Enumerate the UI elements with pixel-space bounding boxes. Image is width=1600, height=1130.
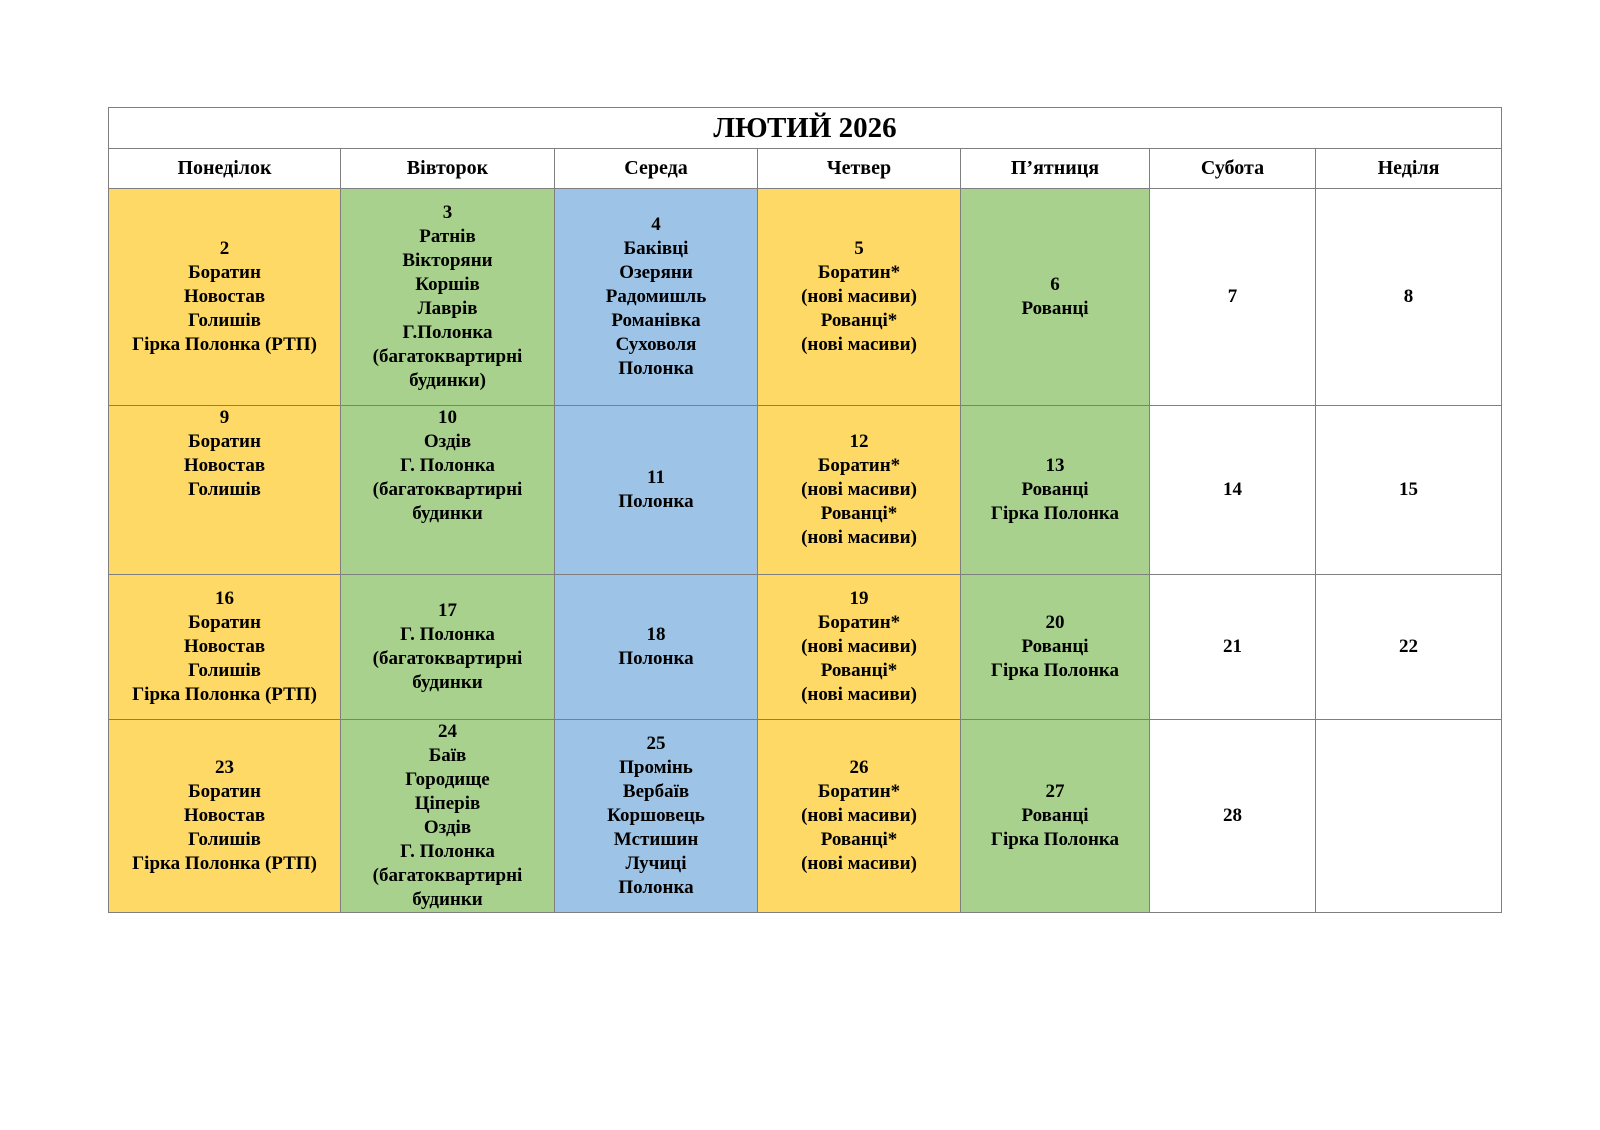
settlement-name: Рованці* bbox=[820, 829, 898, 850]
day-cell bbox=[758, 189, 961, 406]
day-cell bbox=[341, 720, 555, 913]
day-number: 4 bbox=[651, 214, 661, 235]
day-cell bbox=[109, 720, 341, 913]
settlement-name: Рованці bbox=[1021, 805, 1089, 826]
settlement-name: Оздів bbox=[423, 817, 472, 838]
calendar-title: ЛЮТИЙ 2026 bbox=[109, 108, 1502, 149]
day-cell bbox=[1316, 575, 1502, 720]
settlement-name: Новостав bbox=[183, 805, 266, 826]
weekday-header: Неділя bbox=[1316, 149, 1502, 189]
settlement-name: (багатоквартирні bbox=[372, 479, 523, 500]
settlement-name: Оздів bbox=[423, 431, 472, 452]
settlement-name: Мстишин bbox=[613, 829, 699, 850]
settlement-name: (багатоквартирні bbox=[372, 648, 523, 669]
settlement-name: (нові масиви) bbox=[801, 805, 917, 826]
settlement-name: Полонка bbox=[618, 648, 694, 669]
day-cell bbox=[1150, 406, 1316, 575]
settlement-name: Гірка Полонка (РТП) bbox=[132, 853, 317, 874]
day-number: 22 bbox=[1399, 636, 1419, 657]
settlement-name: Голишів bbox=[188, 660, 261, 681]
settlement-name: Новостав bbox=[183, 636, 266, 657]
settlement-name: Романівка bbox=[611, 310, 701, 331]
settlement-name: Суховоля bbox=[615, 334, 697, 355]
settlement-name: Ціперів bbox=[414, 793, 481, 814]
day-number: 28 bbox=[1223, 805, 1242, 826]
day-cell bbox=[758, 720, 961, 913]
day-number: 12 bbox=[849, 431, 869, 452]
day-number: 18 bbox=[646, 624, 666, 645]
weekday-header: Субота bbox=[1150, 149, 1316, 189]
day-number: 6 bbox=[1050, 274, 1060, 295]
day-cell bbox=[555, 575, 758, 720]
day-number: 23 bbox=[215, 757, 234, 778]
settlement-name: (багатоквартирні bbox=[372, 865, 523, 886]
day-cell bbox=[961, 406, 1150, 575]
day-number: 24 bbox=[438, 721, 457, 742]
settlement-name: Гірка Полонка (РТП) bbox=[132, 334, 317, 355]
settlement-name: Рованці* bbox=[820, 310, 898, 331]
day-cell bbox=[1150, 189, 1316, 406]
settlement-name: Баїв bbox=[428, 745, 467, 766]
day-number: 20 bbox=[1045, 612, 1065, 633]
settlement-name: Боратин* bbox=[817, 612, 901, 633]
weekday-header: Понеділок bbox=[109, 149, 341, 189]
weekday-header-row bbox=[109, 149, 1502, 189]
settlement-name: Гірка Полонка (РТП) bbox=[132, 684, 317, 705]
settlement-name: Рованці* bbox=[820, 660, 898, 681]
day-cell bbox=[1150, 575, 1316, 720]
day-number: 17 bbox=[438, 600, 457, 621]
settlement-name: Рованці* bbox=[820, 503, 898, 524]
day-number: 16 bbox=[215, 588, 234, 609]
week-row bbox=[109, 575, 1502, 720]
week-row bbox=[109, 189, 1502, 406]
day-number: 8 bbox=[1403, 286, 1414, 307]
settlement-name: Радомишль bbox=[605, 286, 707, 307]
settlement-name: Коршів bbox=[415, 274, 480, 295]
settlement-name: Г. Полонка bbox=[400, 624, 495, 645]
day-number: 21 bbox=[1223, 636, 1242, 657]
settlement-name: Гірка Полонка bbox=[990, 829, 1120, 850]
settlement-name: Новостав bbox=[183, 286, 266, 307]
week-row bbox=[109, 406, 1502, 575]
day-cell bbox=[555, 189, 758, 406]
day-cell bbox=[109, 406, 341, 575]
settlement-name: Полонка bbox=[618, 358, 694, 379]
settlement-name: Коршовець bbox=[607, 805, 705, 826]
settlement-name: Вікторяни bbox=[402, 250, 493, 271]
weekday-header: Вівторок bbox=[341, 149, 555, 189]
settlement-name: Голишів bbox=[188, 310, 261, 331]
day-number: 14 bbox=[1223, 479, 1242, 500]
week-row bbox=[109, 720, 1502, 913]
day-number: 9 bbox=[219, 407, 230, 428]
settlement-name: будинки bbox=[412, 503, 483, 524]
settlement-name: Ратнів bbox=[419, 226, 476, 247]
day-number: 15 bbox=[1399, 479, 1419, 500]
day-number: 2 bbox=[219, 238, 230, 259]
settlement-name: Боратин bbox=[188, 431, 261, 452]
day-cell bbox=[758, 406, 961, 575]
day-number: 11 bbox=[647, 467, 665, 488]
day-number: 7 bbox=[1227, 286, 1238, 307]
day-cell bbox=[109, 189, 341, 406]
weekday-header: П’ятниця bbox=[961, 149, 1150, 189]
day-number: 13 bbox=[1045, 455, 1065, 476]
settlement-name: (багатоквартирні bbox=[372, 346, 523, 367]
settlement-name: Г.Полонка bbox=[402, 322, 493, 343]
settlement-name: будинки) bbox=[409, 370, 486, 391]
settlement-name: Боратин* bbox=[817, 781, 901, 802]
day-cell bbox=[1150, 720, 1316, 913]
settlement-name: Г. Полонка bbox=[400, 455, 495, 476]
settlement-name: Баківці bbox=[623, 238, 689, 259]
day-cell bbox=[341, 406, 555, 575]
settlement-name: Гірка Полонка bbox=[990, 660, 1120, 681]
settlement-name: Гірка Полонка bbox=[990, 503, 1120, 524]
day-number: 5 bbox=[854, 238, 864, 259]
day-number: 3 bbox=[442, 202, 453, 223]
settlement-name: Промінь bbox=[619, 757, 693, 778]
settlement-name: Боратин* bbox=[817, 262, 901, 283]
settlement-name: Вербаїв bbox=[622, 781, 690, 802]
settlement-name: Лучиці bbox=[625, 853, 687, 874]
calendar-table bbox=[108, 107, 1502, 913]
settlement-name: будинки bbox=[412, 889, 483, 910]
day-number: 26 bbox=[849, 757, 869, 778]
settlement-name: (нові масиви) bbox=[801, 334, 917, 355]
settlement-name: Г. Полонка bbox=[400, 841, 495, 862]
day-cell bbox=[1316, 720, 1502, 913]
settlement-name: Полонка bbox=[618, 491, 694, 512]
day-number: 19 bbox=[849, 588, 869, 609]
settlement-name: (нові масиви) bbox=[801, 527, 917, 548]
settlement-name: Голишів bbox=[188, 479, 261, 500]
settlement-name: (нові масиви) bbox=[801, 684, 917, 705]
day-cell bbox=[341, 575, 555, 720]
weekday-header: Четвер bbox=[758, 149, 961, 189]
day-cell bbox=[555, 406, 758, 575]
settlement-name: (нові масиви) bbox=[801, 286, 917, 307]
weekday-header: Середа bbox=[555, 149, 758, 189]
settlement-name: Боратин* bbox=[817, 455, 901, 476]
settlement-name: Новостав bbox=[183, 455, 266, 476]
day-cell bbox=[555, 720, 758, 913]
day-cell bbox=[1316, 189, 1502, 406]
day-number: 27 bbox=[1045, 781, 1065, 802]
settlement-name: Городище bbox=[405, 769, 490, 790]
settlement-name: Боратин bbox=[188, 262, 261, 283]
day-cell bbox=[961, 720, 1150, 913]
day-cell bbox=[109, 575, 341, 720]
day-number: 25 bbox=[646, 733, 666, 754]
settlement-name: (нові масиви) bbox=[801, 479, 917, 500]
day-cell bbox=[961, 189, 1150, 406]
day-cell bbox=[758, 575, 961, 720]
settlement-name: Озеряни bbox=[619, 262, 693, 283]
settlement-name: Боратин bbox=[188, 612, 261, 633]
settlement-name: Боратин bbox=[188, 781, 261, 802]
settlement-name: (нові масиви) bbox=[801, 853, 917, 874]
day-cell bbox=[1316, 406, 1502, 575]
settlement-name: Рованці bbox=[1021, 479, 1089, 500]
settlement-name: (нові масиви) bbox=[801, 636, 917, 657]
settlement-name: будинки bbox=[412, 672, 483, 693]
settlement-name: Голишів bbox=[188, 829, 261, 850]
day-cell bbox=[341, 189, 555, 406]
day-number: 10 bbox=[438, 407, 457, 428]
settlement-name: Полонка bbox=[618, 877, 694, 898]
day-cell bbox=[961, 575, 1150, 720]
settlement-name: Рованці bbox=[1021, 636, 1089, 657]
settlement-name: Рованці bbox=[1021, 298, 1089, 319]
settlement-name: Лаврів bbox=[417, 298, 478, 319]
